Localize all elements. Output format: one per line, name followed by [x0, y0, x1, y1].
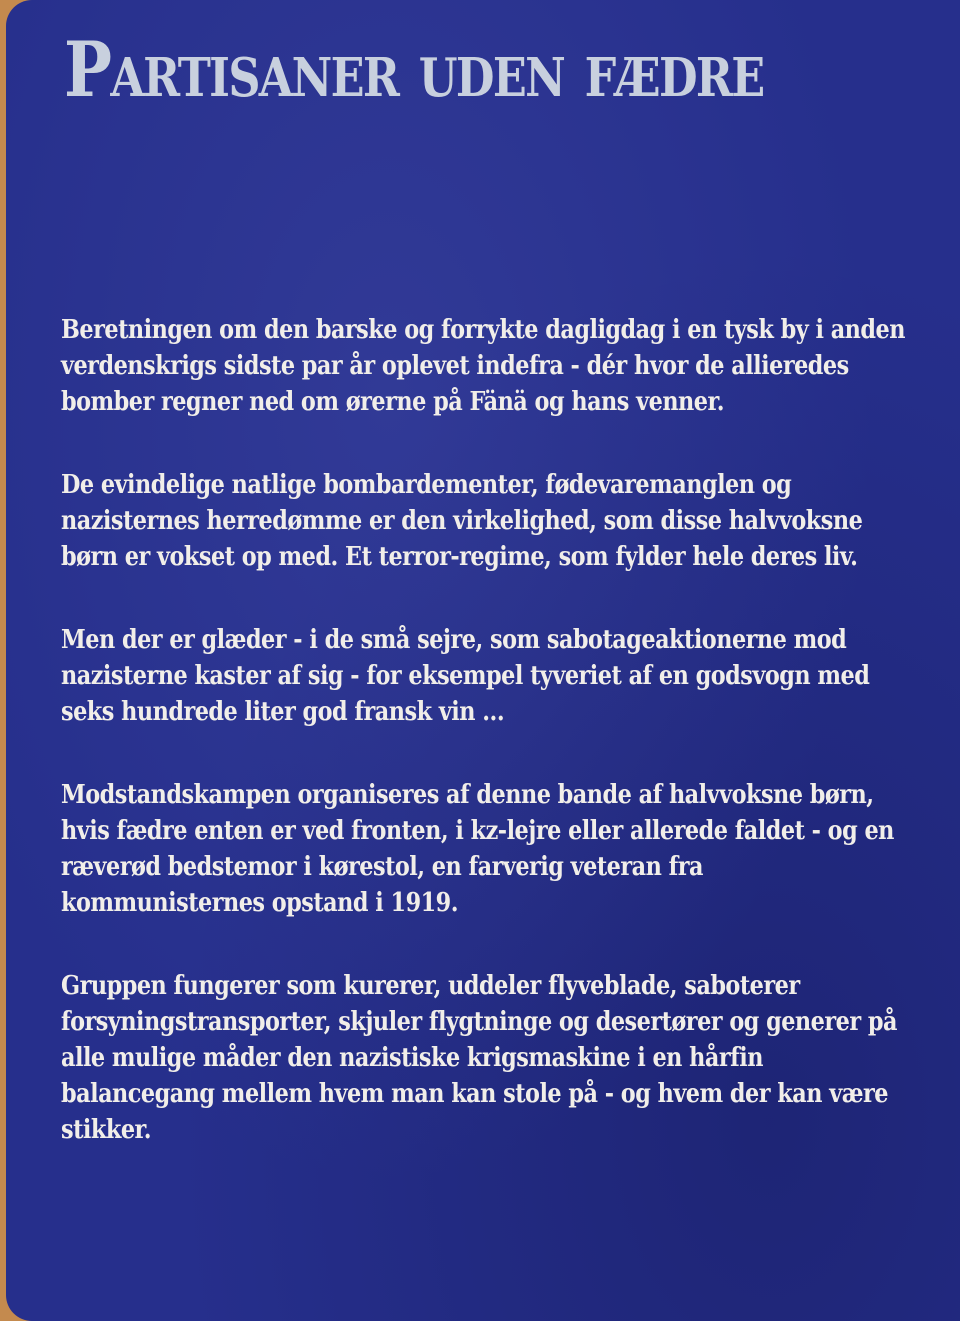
- blurb-paragraph-1: Beretningen om den barske og forrykte dagligdag i en tysk by i anden verdenskrigs sidste par år oplevet indefra - dér hvor de allieredes bomber regner ned om ørerne på Fänä og hans venner.: [61, 315, 905, 417]
- blurb-paragraph-2: De evindelige natlige bombardementer, fødevaremanglen og nazisternes herredømme er den virkelighed, som disse halvvoksne børn er vokset op med. Et terror-regime, som fylder hele deres liv.: [61, 470, 863, 572]
- blurb-text: [61, 312, 911, 1195]
- back-cover: [6, 0, 960, 1321]
- blurb-paragraph-4: Modstandskampen organiseres af denne bande af halvvoksne børn, hvis fædre enten er ved fronten, i kz-lejre eller allerede faldet - og en ræverød bedstemor i kørestol, en farverig veteran fra kommunisternes opstand i 1919.: [61, 780, 894, 918]
- book-title: Partisaner uden fædre: [64, 25, 764, 114]
- blurb-paragraph-3: Men der er glæder - i de små sejre, som sabotageaktionerne mod nazisterne kaster af sig - for eksempel tyveriet af en godsvogn med seks hundrede liter god fransk vin ...: [61, 625, 870, 727]
- blurb-paragraph-5: Gruppen fungerer som kurerer, uddeler flyveblade, saboterer forsyningstransporter, skjuler flygtninge og desertører og generer på alle mulige måder den nazistiske krigsmaskine i en hårfin balancegang mellem hvem man kan stole på - og hvem der kan være stikker.: [61, 971, 897, 1145]
